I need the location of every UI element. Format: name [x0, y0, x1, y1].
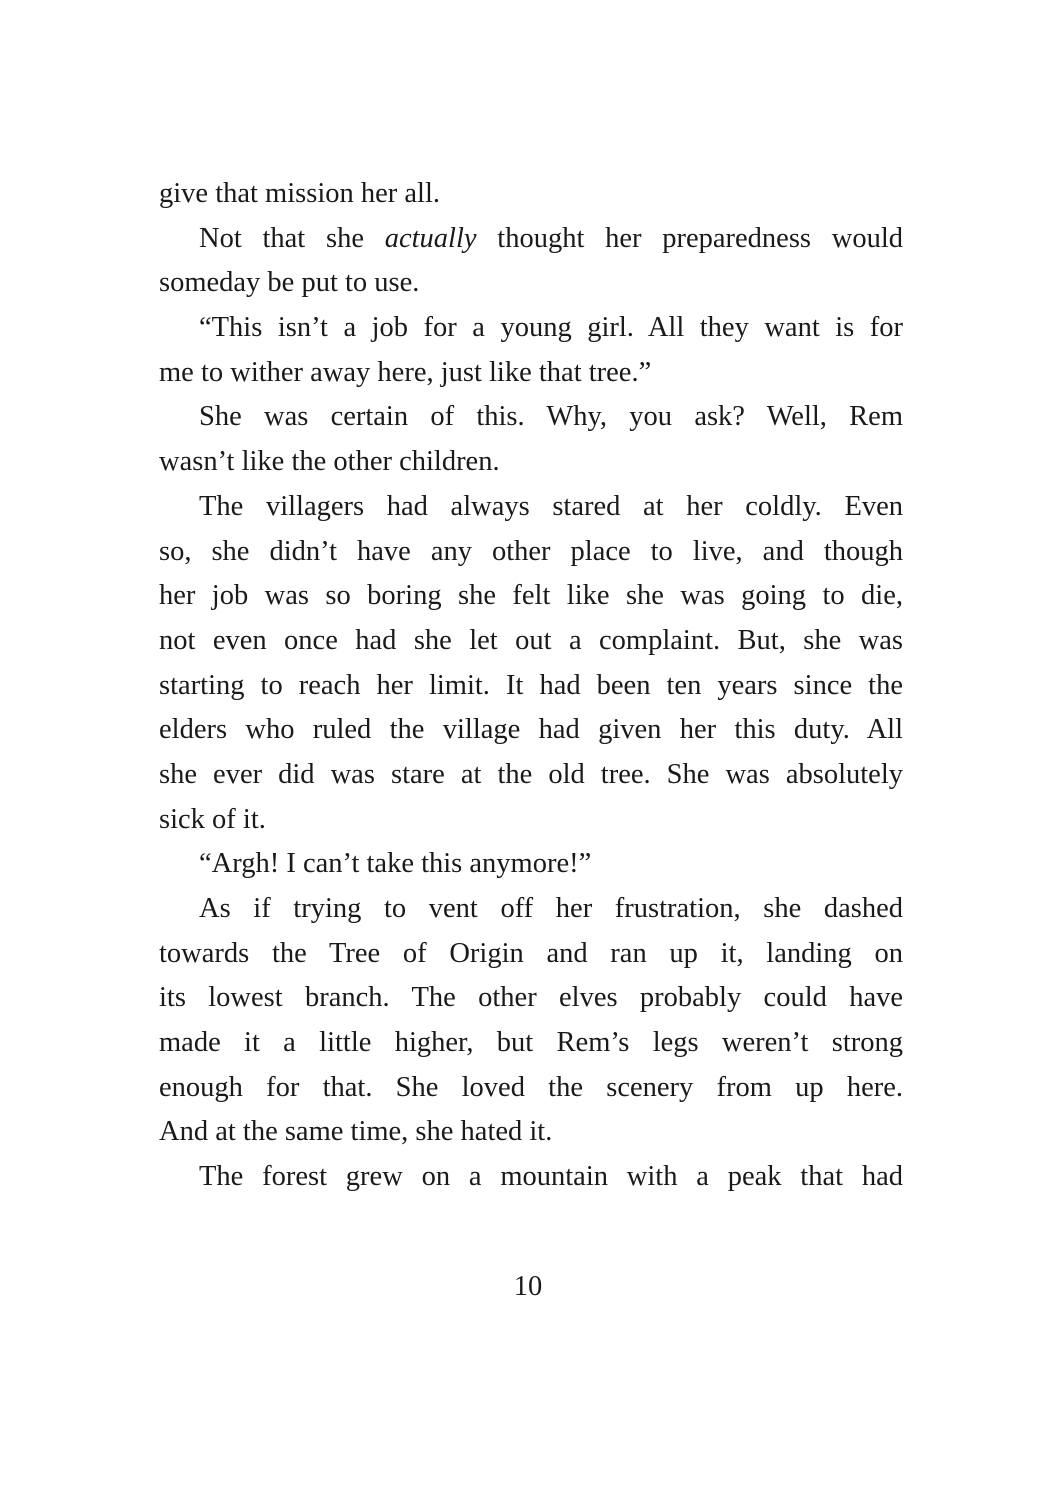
text-line: me to wither away here, just like that tree.”	[159, 356, 652, 388]
text-line: someday be put to use.	[159, 267, 420, 299]
text-line: starting to reach her limit. It had been ten years since the	[159, 669, 903, 701]
text-line: Not that she actually thought her preparedness would	[199, 222, 903, 254]
text-line: And at the same time, she hated it.	[159, 1116, 553, 1148]
text-line: elders who ruled the village had given her this duty. All	[159, 714, 903, 746]
text-line: her job was so boring she felt like she was going to die,	[159, 580, 903, 612]
text-line: The forest grew on a mountain with a peak that had	[199, 1161, 903, 1193]
text-line: “This isn’t a job for a young girl. All they want is for	[199, 312, 903, 344]
text-line: “Argh! I can’t take this anymore!”	[199, 848, 592, 880]
text-line: she ever did was stare at the old tree. She was absolutely	[159, 758, 903, 790]
text-line: enough for that. She loved the scenery from up here.	[159, 1071, 903, 1103]
text-line: wasn’t like the other children.	[159, 446, 500, 478]
emphasis-text: actually	[384, 222, 477, 254]
text-line: sick of it.	[159, 803, 266, 835]
text-line: its lowest branch. The other elves probably could have	[159, 982, 903, 1014]
text-line: made it a little higher, but Rem’s legs weren’t strong	[159, 1027, 903, 1059]
text-line: not even once had she let out a complaint. But, she was	[159, 624, 903, 656]
text-line: give that mission her all.	[159, 178, 440, 209]
text-line: As if trying to vent off her frustration, she dashed	[199, 893, 903, 924]
text-line: towards the Tree of Origin and ran up it, landing on	[159, 937, 903, 969]
page-number: 10	[513, 1271, 543, 1302]
text-line: The villagers had always stared at her coldly. Even	[199, 490, 903, 522]
text-line: so, she didn’t have any other place to live, and though	[159, 535, 903, 567]
body-text	[159, 172, 903, 1200]
text-line: She was certain of this. Why, you ask? Well, Rem	[199, 401, 903, 433]
